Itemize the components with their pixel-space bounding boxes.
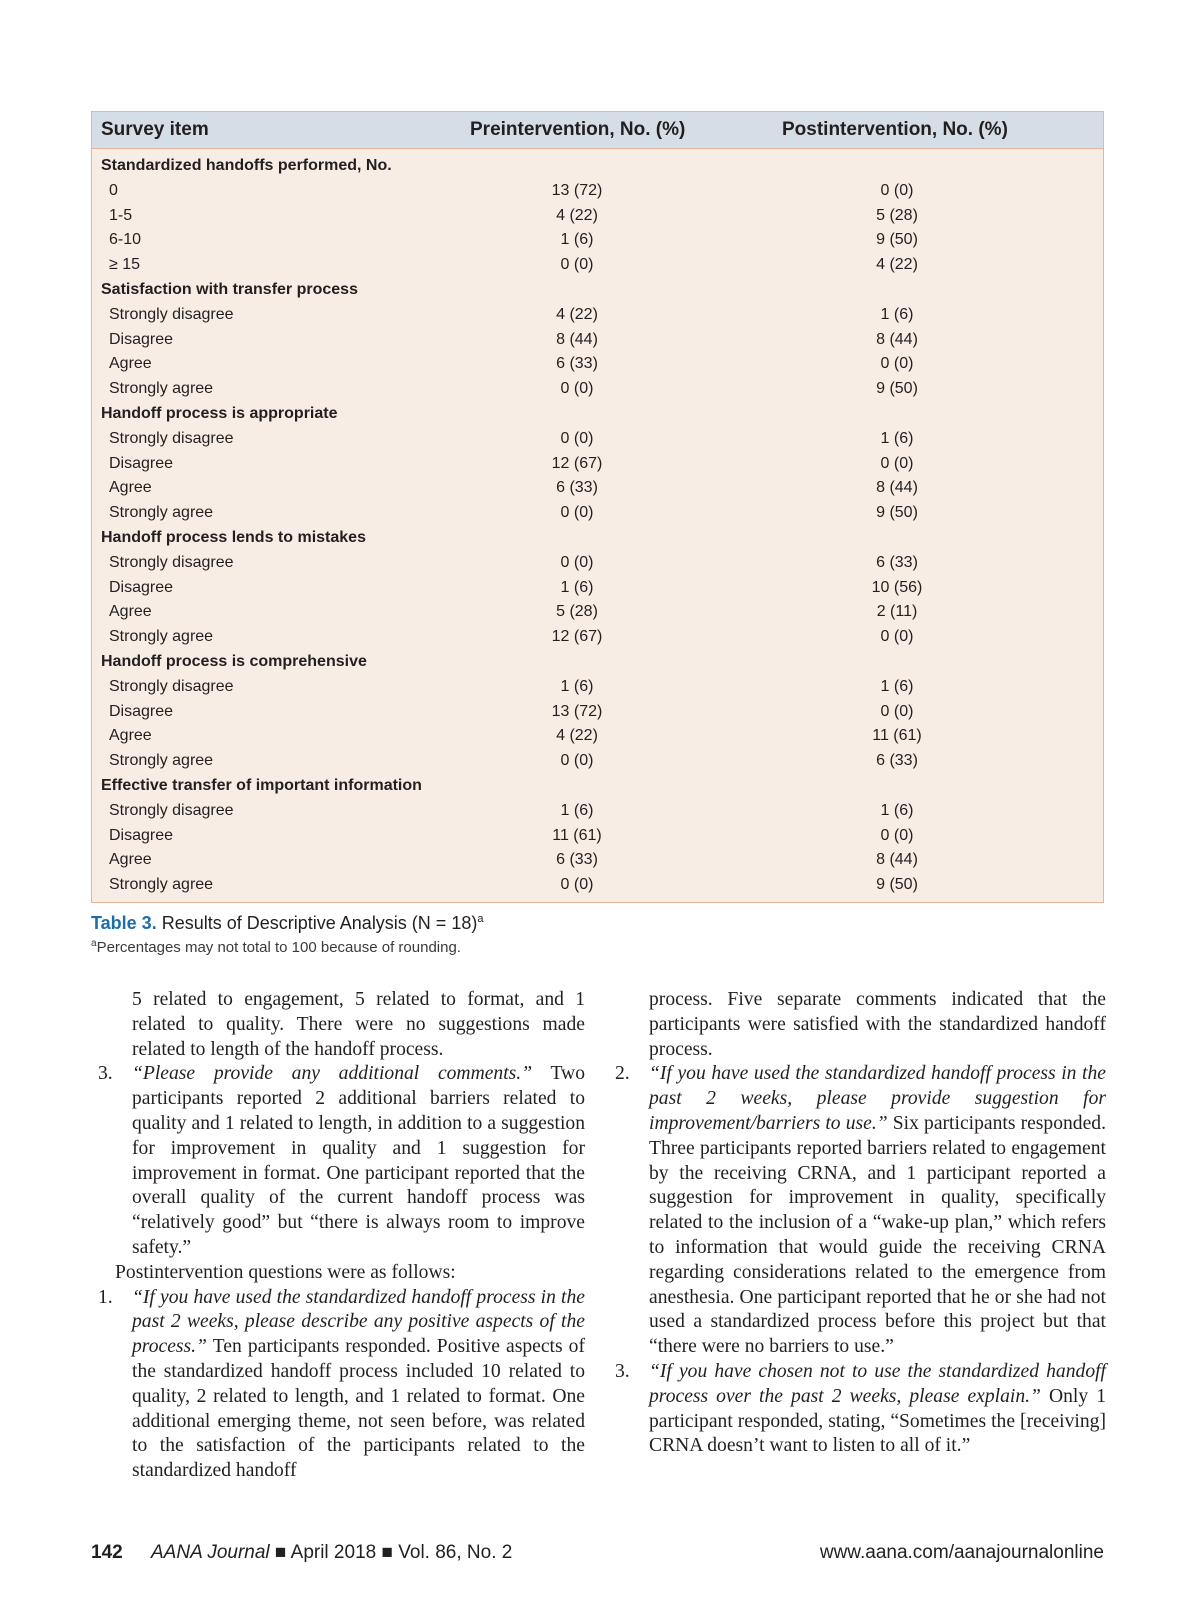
- issue-date: April 2018: [290, 1542, 377, 1563]
- pre-value: 0 (0): [560, 752, 594, 770]
- footer-separator-2: ■: [376, 1542, 399, 1563]
- table-row: [92, 848, 1103, 873]
- table-group-row: [92, 774, 1103, 799]
- pre-value: 1 (6): [560, 801, 594, 819]
- post-value: 9 (50): [876, 380, 918, 398]
- pre-value: 0 (0): [560, 504, 594, 522]
- row-label: Agree: [109, 727, 152, 745]
- post-questions-intro: Postintervention questions were as follows:: [115, 1261, 456, 1283]
- row-label: Agree: [109, 603, 152, 621]
- post-value: 9 (50): [876, 876, 918, 894]
- pre-value: 12 (67): [551, 628, 603, 646]
- post-question-2: [615, 1062, 1106, 1360]
- post-value: 1 (6): [880, 305, 914, 323]
- pre-value: 4 (22): [556, 305, 598, 323]
- table-row: [92, 799, 1103, 824]
- post-value: 1 (6): [880, 429, 914, 447]
- post-question-1: [98, 1286, 585, 1484]
- pre-value: 0 (0): [560, 380, 594, 398]
- post-value: 8 (44): [876, 479, 918, 497]
- table-footnote: [91, 938, 461, 956]
- table-row: [92, 576, 1103, 601]
- post-question-1-number: 1.: [98, 1286, 113, 1308]
- pre-value: 11 (61): [552, 826, 602, 844]
- table-row: [92, 427, 1103, 452]
- page-footer: [91, 1542, 1104, 1566]
- row-label: ≥ 15: [109, 256, 141, 274]
- row-label: Strongly agree: [109, 752, 214, 770]
- post-question-3-quote: “If you have chosen not to use the standardized handoff process over the past 2 weeks, please explain.”: [649, 1360, 1106, 1407]
- row-label: Strongly disagree: [109, 801, 234, 819]
- pre-question-3-quote: “Please provide any additional comments.”: [132, 1063, 533, 1085]
- pre-value: 4 (22): [556, 206, 598, 224]
- post-value: 8 (44): [876, 851, 918, 869]
- table-row: [92, 476, 1103, 501]
- pre-value: 13 (72): [551, 181, 603, 199]
- post-value: 1 (6): [880, 801, 914, 819]
- pre-value: 0 (0): [560, 256, 594, 274]
- table-title-sup: a: [477, 913, 484, 925]
- right-continuation-paragraph: process. Five separate comments indicated that the participants were satisfied with the standardized handoff process.: [649, 989, 1106, 1060]
- header-preintervention: Preintervention, No. (%): [470, 119, 686, 140]
- row-label: Disagree: [109, 826, 174, 844]
- footnote-text: Percentages may not total to 100 because of rounding.: [96, 939, 461, 956]
- table-group-row: [92, 278, 1103, 303]
- table-row: [92, 824, 1103, 849]
- pre-value: 6 (33): [556, 851, 598, 869]
- post-value: 0 (0): [880, 355, 914, 373]
- post-value: 0 (0): [880, 826, 914, 844]
- group-label: Handoff process is comprehensive: [101, 652, 367, 670]
- pre-value: 0 (0): [560, 876, 594, 894]
- row-label: Strongly disagree: [109, 429, 234, 447]
- pre-value: 6 (33): [556, 479, 598, 497]
- post-question-3-number: 3.: [615, 1360, 630, 1382]
- pre-question-3-text: Two participants reported 2 additional barriers related to quality and 1 related to length, in addition to a suggestion for improvement in quality and 1 suggestion for improvement in format. One participant reported that the overall quality of the current handoff process was “relatively good” but “there is always room to improve safety.”: [132, 1063, 585, 1258]
- table-group-row: [92, 402, 1103, 427]
- pre-value: 6 (33): [556, 355, 598, 373]
- post-value: 5 (28): [876, 206, 918, 224]
- table-title: Results of Descriptive Analysis (N = 18): [161, 913, 478, 933]
- post-question-3: [615, 1360, 1107, 1459]
- group-label: Handoff process lends to mistakes: [101, 528, 366, 546]
- post-value: 11 (61): [872, 727, 922, 745]
- post-value: 0 (0): [880, 628, 914, 646]
- table-row: [92, 675, 1103, 700]
- pre-value: 1 (6): [560, 578, 594, 596]
- right-text-column: [615, 988, 1107, 1459]
- row-label: Strongly agree: [109, 876, 214, 894]
- row-label: Strongly disagree: [109, 305, 234, 323]
- post-question-2-quote: “If you have used the standardized handoff process in the past 2 weeks, please provide suggestion for improvement/barriers to use.”: [649, 1063, 1106, 1134]
- footnote-sup: a: [91, 938, 97, 949]
- pre-value: 0 (0): [560, 553, 594, 571]
- post-value: 8 (44): [876, 330, 918, 348]
- post-value: 0 (0): [880, 454, 914, 472]
- footer-separator-1: ■: [269, 1542, 291, 1563]
- table-row: [92, 625, 1103, 650]
- row-label: Agree: [109, 355, 152, 373]
- post-question-1-text: Ten participants responded. Positive aspects of the standardized handoff process included 10 related to quality, 2 related to length, and 1 related to format. One additional emerging theme, not seen before, was related to the satisfaction of the participants related to the standardized handoff: [132, 1336, 585, 1482]
- results-table: [91, 111, 1104, 903]
- table-row: [92, 501, 1103, 526]
- post-question-2-number: 2.: [615, 1063, 630, 1085]
- group-label: Effective transfer of important information: [101, 776, 422, 794]
- table-row: [92, 228, 1103, 253]
- table-row: [92, 253, 1103, 278]
- post-value: 1 (6): [880, 677, 914, 695]
- row-label: 6-10: [109, 231, 142, 249]
- header-survey-item: Survey item: [101, 119, 209, 140]
- issue-volume: Vol. 86, No. 2: [398, 1542, 513, 1563]
- table-header: [92, 112, 1103, 149]
- post-value: 9 (50): [876, 504, 918, 522]
- table-group-row: [92, 154, 1103, 179]
- group-label: Satisfaction with transfer process: [101, 280, 358, 298]
- table-number: Table 3.: [91, 913, 157, 933]
- table-row: [92, 352, 1103, 377]
- post-value: 0 (0): [880, 702, 914, 720]
- pre-value: 4 (22): [556, 727, 598, 745]
- post-value: 6 (33): [876, 553, 918, 571]
- pre-value: 5 (28): [556, 603, 598, 621]
- table-row: [92, 551, 1103, 576]
- pre-value: 13 (72): [551, 702, 603, 720]
- pre-question-3-number: 3.: [98, 1063, 113, 1085]
- table-row: [92, 204, 1103, 229]
- row-label: Agree: [109, 851, 152, 869]
- table-caption: [91, 913, 483, 934]
- group-label: Standardized handoffs performed, No.: [101, 157, 392, 174]
- row-label: Strongly disagree: [109, 677, 234, 695]
- journal-name: AANA Journal: [151, 1542, 270, 1563]
- table-row: [92, 724, 1103, 749]
- table-group-row: [92, 526, 1103, 551]
- post-value: 2 (11): [876, 603, 918, 621]
- row-label: Agree: [109, 479, 152, 497]
- row-label: Strongly agree: [109, 628, 214, 646]
- row-label: Disagree: [109, 454, 174, 472]
- row-label: Disagree: [109, 578, 174, 596]
- row-label: Disagree: [109, 330, 174, 348]
- row-label: Strongly agree: [109, 380, 214, 398]
- post-value: 6 (33): [876, 752, 918, 770]
- row-label: Strongly disagree: [109, 553, 234, 571]
- table-row: [92, 377, 1103, 402]
- post-value: 9 (50): [876, 231, 918, 249]
- pre-value: 1 (6): [560, 231, 594, 249]
- pre-value: 12 (67): [551, 454, 603, 472]
- post-question-1-quote: “If you have used the standardized handoff process in the past 2 weeks, please describe any positive aspects of the process.”: [132, 1286, 585, 1358]
- row-label: Strongly agree: [109, 504, 214, 522]
- table-row: [92, 303, 1103, 328]
- table-row: [92, 179, 1103, 204]
- left-text-column: [98, 988, 585, 1484]
- journal-url: www.aana.com/aanajournalonline: [819, 1542, 1104, 1563]
- pre-value: 1 (6): [560, 677, 594, 695]
- row-label: Disagree: [109, 702, 174, 720]
- left-continuation-paragraph: 5 related to engagement, 5 related to format, and 1 related to quality. There were no suggestions made related to length of the handoff process.: [132, 989, 585, 1060]
- post-value: 10 (56): [871, 578, 923, 596]
- pre-value: 0 (0): [560, 429, 594, 447]
- table-row: [92, 749, 1103, 774]
- row-label: 1-5: [109, 206, 133, 224]
- post-value: 0 (0): [880, 181, 914, 199]
- post-question-2-text: Six participants responded. Three participants reported barriers related to engagement by the receiving CRNA, and 1 participant reported a suggestion for improvement in quality, specifically related to the inclusion of a “wake-up plan,” which refers to information that would guide the receiving CRNA regarding considerations related to the emergence from anesthesia. One participant reported that he or she had not used a standardized process before this project but that “there were no barriers to use.”: [649, 1112, 1106, 1358]
- page-number: 142: [91, 1542, 123, 1563]
- row-label: 0: [109, 181, 118, 199]
- journal-citation: [151, 1542, 512, 1564]
- post-question-3-text: Only 1 participant responded, stating, “Sometimes the [receiving] CRNA doesn’t want to listen to all of it.”: [649, 1385, 1107, 1457]
- table-row: [92, 600, 1103, 625]
- pre-value: 8 (44): [556, 330, 598, 348]
- post-value: 4 (22): [876, 256, 918, 274]
- header-postintervention: Postintervention, No. (%): [782, 119, 1008, 140]
- table-row: [92, 873, 1103, 898]
- group-label: Handoff process is appropriate: [101, 404, 338, 422]
- table-row: [92, 700, 1103, 725]
- pre-question-3: [98, 1062, 585, 1260]
- table-body: [92, 149, 1103, 898]
- table-row: [92, 328, 1103, 353]
- table-group-row: [92, 650, 1103, 675]
- table-row: [92, 452, 1103, 477]
